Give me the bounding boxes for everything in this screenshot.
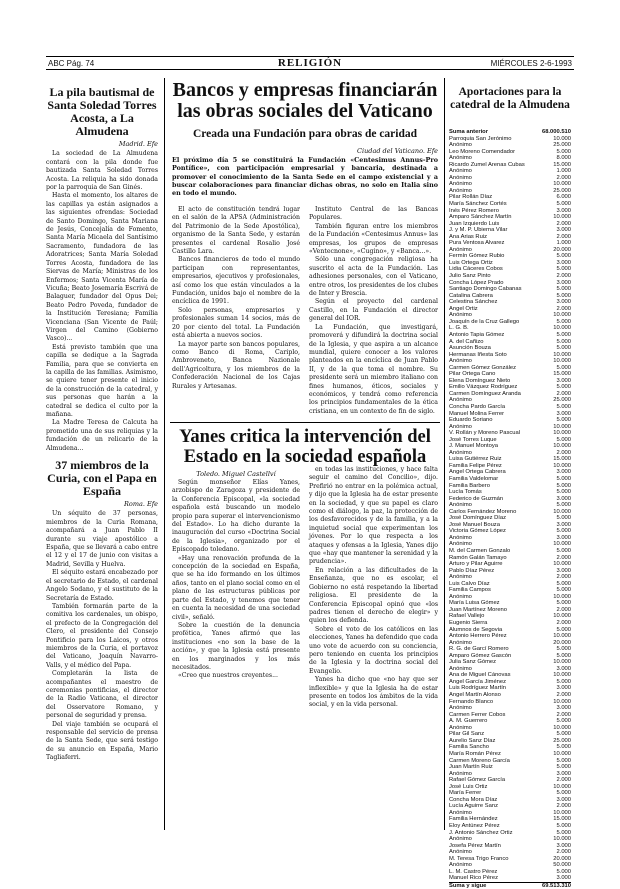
donation-amount: 2.000: [556, 554, 571, 561]
donor-name: J. Antonio Sánchez Ortiz: [449, 829, 513, 836]
article-column: [309, 466, 438, 832]
donor-name: Anónimo: [449, 174, 472, 181]
donor-name: Anónimo: [449, 181, 472, 188]
donation-amount: 3.000: [556, 567, 571, 574]
donor-name: Familia Sancho: [449, 744, 489, 751]
column-divider: [444, 78, 445, 830]
article-lead: El próximo día 5 se constituirá la Fundación «Centesimus Annus-Pro Pontífice», con participación empresarial y bancaria, destinada a promover el conocimiento de la Santa Sede en el campo existencial y a buscar colaboraciones para financiar dichas obras, no solo en Italia sino en todo el mundo.: [172, 156, 438, 198]
donor-name: Suma anterior: [449, 129, 488, 135]
donation-amount: 5.000: [556, 868, 571, 875]
donation-amount: 3.000: [556, 665, 571, 672]
donation-amount: 69.513.310: [541, 882, 571, 889]
donor-name: Anónimo: [449, 534, 472, 541]
donor-name: Anónimo: [449, 397, 472, 404]
donation-amount: 10.000: [553, 672, 571, 679]
donations-list: [449, 129, 571, 889]
donation-amount: 10.000: [553, 836, 571, 843]
donation-amount: 3.000: [556, 227, 571, 234]
paragraph: Hasta el momento, los altares de las capillas ya están asignados a las siguientes ofrendas: Sociedad de Santo Domingo, Santa Mariana de Jesús, Concejalía de Fomento, Santa María Micaela del Santísimo Sacramento, fundadora de las Adoratrices; Santa María Soledad Torres Acosta, fundadora de las Siervas de María; Ministras de los Enfermos; Santa Vicenta María de Vicuña; Beato Josemaría Escrivá de Balaguer, fundador del Opus Dei; Beato Pedro Poveda, fundador de la Institución Teresiana; Familia Vicenciana (San Vicente de Paúl; Virgen del Camino (Gobierno Vasco)...: [46, 192, 158, 343]
donation-amount: 5.000: [556, 338, 571, 345]
donor-name: Anónimo: [449, 358, 472, 365]
donor-name: L. G. B.: [449, 325, 469, 332]
donation-amount: 5.000: [556, 384, 571, 391]
donor-name: Julio Sanz Pinto: [449, 273, 491, 280]
donor-name: Fernando Blanco: [449, 698, 494, 705]
donation-amount: 5.000: [556, 587, 571, 594]
donation-amount: 8.000: [556, 155, 571, 162]
donor-name: Emilio Vázquez Rodríguez: [449, 384, 518, 391]
donation-amount: 3.000: [556, 377, 571, 384]
donation-amount: 68.000.510: [541, 129, 571, 135]
donation-amount: 5.000: [556, 580, 571, 587]
donation-amount: 5.000: [556, 482, 571, 489]
donation-amount: 5.000: [556, 403, 571, 410]
donation-amount: 10.000: [553, 561, 571, 568]
donation-amount: 5.000: [556, 678, 571, 685]
donor-name: José Domínguez Díaz: [449, 515, 507, 522]
donation-amount: 50.000: [553, 862, 571, 869]
donor-name: Julia Sanz Gómez: [449, 659, 497, 666]
donation-amount: 3.000: [556, 875, 571, 882]
donor-name: M. del Carmen Gonzalo: [449, 548, 511, 554]
donor-name: Anónimo: [449, 449, 472, 456]
donor-name: Rafael Gómez García: [449, 777, 506, 784]
article-byline: Toledo. Miguel Castellví: [196, 470, 276, 478]
article-byline: Ciudad del Vaticano. Efe: [357, 147, 438, 155]
donor-name: María Luisa Gómez: [449, 600, 500, 607]
donation-amount: 2.000: [556, 233, 571, 240]
donation-amount: 5.000: [556, 475, 571, 482]
paragraph: Según monseñor Elías Yanes, arzobispo de Zaragoza y presidente de la Conferencia Episcopal, «la sociedad española está buscando un modelo propio para superar el intervencionismo del Estado». Lo ha dicho durante la inauguración del curso «Doctrina Social de la Iglesia», organizado por el Episcopado toledano.: [172, 479, 300, 554]
donor-name: Eloy Antúnez Pérez: [449, 822, 500, 829]
donation-amount: 5.000: [556, 757, 571, 764]
paragraph: Bancos financieros de todo el mundo participan con representantes, empresarios, ejecutivos y profesionales, así como los que están vinculados a la Fundación, unidos bajo el nombre de la encíclica de 1991.: [172, 256, 300, 306]
donation-amount: 3.000: [556, 770, 571, 777]
paragraph: Instituto Central de las Bancas Populares.: [309, 206, 438, 222]
donation-amount: 3.000: [556, 495, 571, 502]
donation-amount: 20.000: [553, 639, 571, 646]
donor-name: L. M. Castro Pérez: [449, 868, 498, 875]
donor-name: Anónimo: [449, 639, 472, 646]
donor-name: Manuel Rico Pérez: [449, 875, 498, 882]
donor-name: J. y M. P. Ubierna Vilar: [449, 227, 508, 234]
donation-amount: 10.000: [553, 443, 571, 450]
donation-amount: 15.000: [553, 456, 571, 463]
donation-amount: 2.000: [556, 390, 571, 397]
donor-name: Ricardo Zumel Arenas Cubas: [449, 161, 525, 168]
donation-amount: 5.000: [556, 331, 571, 338]
donor-name: Leo Moreno Comendador: [449, 148, 516, 155]
donation-amount: 6.000: [556, 194, 571, 201]
paragraph: Del viaje también se ocupará el responsable del servicio de prensa de la Santa Sede, que será testigo de su anuncio en España, Mario Tagliaferri.: [46, 720, 158, 762]
donor-name: Familia Valdelomar: [449, 475, 499, 482]
donation-amount: 5.000: [556, 436, 571, 443]
donor-name: José Torres Luque: [449, 436, 497, 443]
donation-amount: 10.000: [553, 633, 571, 640]
donation-amount: 5.000: [556, 646, 571, 653]
paragraph: También figuran entre los miembros de la Fundación «Centesimus Annus» las empresas, los grupos de empresas «Ventecnone», «Cugino», y «Banca...».: [309, 222, 438, 256]
article-column: [172, 479, 300, 832]
donation-amount: 3.000: [556, 796, 571, 803]
donor-name: Amparo Gómez Gascón: [449, 652, 512, 659]
donation-amount: 10.000: [553, 508, 571, 515]
donation-amount: 10.000: [553, 135, 571, 142]
donor-name: Juan Martín Ruiz: [449, 764, 493, 771]
donation-amount: 10.000: [553, 613, 571, 620]
donor-name: Anónimo: [449, 593, 472, 600]
donor-name: Angel García Jiménez: [449, 678, 507, 685]
donation-amount: 5.000: [556, 600, 571, 607]
paragraph: Sobre el voto de los católicos en las elecciones, Yanes ha defendido que cada uno vote de acuerdo con su conciencia, pero teniendo en cuenta los principios de la Iglesia y la doctrina social del Evangelio.: [309, 625, 438, 675]
donor-name: Hermanas Iñesta Soto: [449, 351, 507, 358]
donation-amount: 3.000: [556, 299, 571, 306]
donation-amount: 5.000: [556, 718, 571, 725]
donation-amount: 2.000: [556, 220, 571, 227]
donation-amount: 2.000: [556, 273, 571, 280]
donation-amount: 5.000: [556, 790, 571, 797]
donor-name: Pilar Rollán Díaz: [449, 194, 493, 201]
donor-name: R. G. de Garcí Romero: [449, 646, 509, 653]
article-byline: Madrid. Efe: [118, 140, 158, 148]
donation-amount: 3.000: [556, 279, 571, 286]
donation-amount: 3.000: [556, 534, 571, 541]
donation-amount: 15.000: [553, 816, 571, 823]
donor-name: Pilar Ortega Cano: [449, 371, 496, 378]
article-title: La pila bautismal de Santa Soledad Torres Acosta, a La Almudena: [47, 85, 157, 138]
main-headline: Yanes critica la intervención del Estado en la sociedad española: [179, 427, 431, 467]
donor-name: Suma y sigue: [449, 882, 487, 889]
donor-name: Anónimo: [449, 246, 472, 253]
donation-amount: 2.000: [556, 574, 571, 581]
donor-name: Eugenio Sierra: [449, 620, 488, 627]
donation-amount: 5.000: [556, 292, 571, 299]
donor-name: Familia Hernández: [449, 816, 498, 823]
section-title: RELIGIÓN: [277, 57, 343, 69]
donation-amount: 10.000: [553, 214, 571, 221]
donations-title: Aportaciones para la catedral de la Almudena: [450, 86, 570, 111]
donation-amount: 15.000: [553, 371, 571, 378]
donation-amount: 10.000: [553, 783, 571, 790]
donation-amount: 5.000: [556, 201, 571, 208]
donation-amount: 5.000: [556, 652, 571, 659]
donor-name: Arturo y Pilar Aguirre: [449, 561, 503, 568]
donor-name: Ramón Galán Tamayo: [449, 554, 507, 561]
donation-amount: 10.000: [553, 325, 571, 332]
donor-name: Anónimo: [449, 168, 472, 175]
donation-amount: 5.000: [556, 548, 571, 554]
donation-amount: 5.000: [556, 286, 571, 293]
paragraph: También formarán parte de la comitiva los cardenales, un obispo, el prefecto de la Congregación del Clero, el presidente del Consejo Pontificio para los Laicos, y otros miembros de la Curia, el portavoz del Vaticano, Joaquín Navarro-Valls, y el médico del Papa.: [46, 602, 158, 669]
donation-amount: 5.000: [556, 515, 571, 522]
donor-name: Antonio Herrero Pérez: [449, 633, 507, 640]
paragraph: La Madre Teresa de Calcuta ha prometido una de sus reliquias y la fundación de un relicario de la Almudena...: [46, 419, 158, 452]
donor-name: Joaquín de la Cruz Gallego: [449, 318, 520, 325]
donor-name: M. Teresa Trigo Franco: [449, 855, 509, 862]
donation-amount: 2.000: [556, 305, 571, 312]
donation-amount: 5.000: [556, 253, 571, 260]
donation-amount: 5.000: [556, 731, 571, 738]
donor-name: Asunción Bouza: [449, 345, 491, 352]
donor-name: Fermín Gómez Rubio: [449, 253, 505, 260]
donation-amount: 10.000: [553, 430, 571, 437]
donor-name: Carlos Fernández Moreno: [449, 508, 517, 515]
paragraph: La mayor parte son bancos populares, como Banco di Roma, Cariplo, Ambroveneto, Banca Nazionale dell'Agricoltura, y los miembros de la Confederación Nacional de los Cajas Rurales y Artesanas.: [172, 340, 300, 390]
donation-amount: 5.000: [556, 528, 571, 535]
page-header: [46, 56, 574, 70]
donation-amount: 20.000: [553, 855, 571, 862]
donation-amount: 15.000: [553, 161, 571, 168]
donor-name: Anónimo: [449, 423, 472, 430]
donation-amount: 2.000: [556, 174, 571, 181]
donor-name: A. M. Guerrero: [449, 718, 488, 725]
donor-name: Lidia Cáceres Cobos: [449, 266, 503, 273]
donor-name: Catalina Cabrera: [449, 292, 493, 299]
donor-name: María Román Pérez: [449, 750, 501, 757]
donor-name: Juan Izquierdo Luis: [449, 220, 500, 227]
donation-amount: 2.000: [556, 803, 571, 810]
donor-name: Lucía Tomás: [449, 489, 482, 496]
issue-date: MIÉRCOLES 2-6-1993: [490, 59, 572, 68]
donation-amount: 5.000: [556, 626, 571, 633]
paragraph: en todas las instituciones, y hace falta seguir el camino del Concilio», dijo. Prefirió no entrar en la polémica actual, y dijo que la Iglesia ha de estar presente en la sociedad, y que su papel es claro como el diálogo, la paz, la protección de los desfavorecidos y de la familia, y a la inquietud social que experimentan los jóvenes. Por lo que respecta a los ataques y ofensas a la Iglesia, Yanes dijo que «hay que mantener la serenidad y la prudencia».: [309, 466, 438, 566]
left-column: [46, 86, 158, 832]
paragraph: Sobre la cuestión de la denuncia profética, Yanes afirmó que las instituciones «no son la base de la acción», y que la Iglesia está presente en los marginados y los más necesitados.: [172, 621, 300, 671]
main-headline: Bancos y empresas financiarán las obras sociales del Vaticano: [172, 79, 438, 122]
page-number: ABC Pág. 74: [48, 59, 95, 68]
donation-amount: 2.000: [556, 692, 571, 699]
paragraph: La sociedad de La Almudena contará con la pila donde fue bautizada Santa Soledad Torres Acosta. La reliquia ha sido donada por la parroquia de San Ginés.: [46, 150, 158, 192]
donation-amount: 2.000: [556, 606, 571, 613]
donation-amount: 10.000: [553, 659, 571, 666]
donor-name: José Luis Ortiz: [449, 783, 488, 790]
paragraph: «Creo que nuestros creyentes...: [178, 672, 278, 680]
donation-amount: 5.000: [556, 822, 571, 829]
donor-name: María Sánchez Cortés: [449, 201, 507, 208]
donation-amount: 2.000: [556, 711, 571, 718]
paragraph: «Hay una renovación profunda de la concepción de la sociedad en España, que se ha ido formando en los últimos años, tanto en el plano social como en el plano de las estructuras públicas por parte del Estado, y tenemos que tener en cuenta la necesidad de una sociedad civil», señaló.: [172, 554, 300, 621]
donor-name: Anónimo: [449, 502, 472, 509]
donor-name: Anónimo: [449, 155, 472, 162]
paragraph: Un séquito de 37 personas, miembros de la Curia Romana, acompañará a Juan Pablo II durante su viaje apostólico a España, que se llevará a cabo entre el 12 y el 17 de junio con visitas a Madrid, Sevilla y Huelva.: [46, 510, 158, 568]
donation-amount: 5.000: [556, 502, 571, 509]
donation-amount: 5.000: [556, 489, 571, 496]
donation-amount: 2.000: [556, 849, 571, 856]
donation-amount: 3.000: [556, 842, 571, 849]
paragraph: El séquito estará encabezado por el secretario de Estado, el cardenal Angelo Sodano, y el sustituto de la Secretaría de Estado.: [46, 569, 158, 602]
donation-amount: 10.000: [553, 593, 571, 600]
article-column: [172, 206, 300, 418]
paragraph: Completarán la lista de acompañantes el maestro de ceremonias pontificias, el director de la Radio Vaticana, el director del Osservatore Romano, y personal de seguridad y prensa.: [46, 670, 158, 720]
donation-amount: 5.000: [556, 345, 571, 352]
donor-name: Elena Domínguez Nieto: [449, 377, 511, 384]
donor-name: Anónimo: [449, 541, 472, 548]
donor-name: Familia Felipe Pérez: [449, 462, 502, 469]
donor-name: J. Manuel Montoya: [449, 443, 498, 450]
donation-amount: 10.000: [553, 358, 571, 365]
donation-amount: 3.000: [556, 469, 571, 476]
donor-name: Antonio Tapia Gómez: [449, 331, 505, 338]
donation-amount: 1.000: [556, 168, 571, 175]
article-body: [46, 150, 158, 453]
donor-name: Josefa Pérez Martín: [449, 842, 501, 849]
donor-name: María Ferrer: [449, 790, 482, 797]
paragraph: Yanes ha dicho que «no hay que ser inflexible» y que la Iglesia ha de estar presente en todos los ámbitos de la vida social, y en la vida personal.: [309, 676, 438, 709]
donor-name: Rafael Vallejo: [449, 613, 485, 620]
donation-amount: 3.000: [556, 705, 571, 712]
article-divider: [170, 422, 440, 423]
donor-name: A. del Cañizo: [449, 338, 484, 345]
paragraph: La Fundación, que investigará, promoverá y difundirá la doctrina social de la Iglesia, y que aspira a un alcance mundial, quiere conocer a los valores planteados en la encíclica de Juan Pablo II, y de la que toma el nombre. Su presidente será un miembro italiano con fines humanos, éticos, sociales y económicos, y tendrá como referencia los principios fundamentales de la ética cristiana, en un contexto de fin de siglo.: [309, 323, 438, 415]
donation-amount: 5.000: [556, 266, 571, 273]
donor-name: Carmen Moreno García: [449, 757, 510, 764]
donor-name: Carmen Gómez González: [449, 364, 517, 371]
donation-amount: 1.000: [556, 240, 571, 247]
donation-amount: 3.000: [556, 685, 571, 692]
donor-name: Juan Martínez Moreno: [449, 606, 507, 613]
donation-amount: 2.000: [556, 620, 571, 627]
donor-name: Concha Pardo García: [449, 403, 506, 410]
article-body: [46, 510, 158, 762]
donor-name: V. Rollán y Moreno Pascual: [449, 430, 520, 437]
donor-name: Celestina Sánchez: [449, 299, 498, 306]
article-column: [309, 206, 438, 418]
donation-amount: 25.000: [553, 187, 571, 194]
donor-name: Inés Pérez Romero: [449, 207, 499, 214]
donor-name: Anónimo: [449, 705, 472, 712]
donor-name: Alumnos de Segovia: [449, 626, 503, 633]
donation-amount: 5.000: [556, 364, 571, 371]
donation-amount: 5.000: [556, 417, 571, 424]
donor-name: Angel Martín Alonso: [449, 692, 501, 699]
donation-amount: 3.000: [556, 410, 571, 417]
donor-name: Anónimo: [449, 849, 472, 856]
donor-name: Anónimo: [449, 836, 472, 843]
donor-name: Angel Ortega Cabrera: [449, 469, 506, 476]
donor-name: José Manuel Bouza: [449, 521, 500, 528]
donation-amount: 2.000: [556, 777, 571, 784]
donation-amount: 2.000: [556, 449, 571, 456]
article-title: 37 miembros de la Curia, con el Papa en España: [47, 458, 157, 499]
donor-name: Carmen Domínguez Aranda: [449, 390, 521, 397]
paragraph: Sólo una congregación religiosa ha suscrito el acta de la Fundación. Las adhesiones personales, con el Vaticano, entre otros, los presidentes de los clubes de Inter y Brescia.: [309, 256, 438, 298]
donation-amount: 3.000: [556, 259, 571, 266]
donation-amount: 5.000: [556, 829, 571, 836]
paragraph: Según el proyecto del cardenal Castillo, en la Fundación el director general del IOR.: [309, 298, 438, 323]
donor-name: Victoria Gómez López: [449, 528, 506, 535]
donor-name: Pura Ventosa Alvarez: [449, 240, 505, 247]
donor-name: Santiago Domingo Cabanas: [449, 286, 522, 293]
donor-name: Anónimo: [449, 574, 472, 581]
donor-name: Federico de Guzmán: [449, 495, 504, 502]
donor-name: Anónimo: [449, 665, 472, 672]
article-byline: Roma. Efe: [124, 500, 158, 509]
donor-name: Luis Ortega Ortiz: [449, 259, 493, 266]
donor-name: Aurelio Sanz Díaz: [449, 737, 496, 744]
donation-amount: 10.000: [553, 423, 571, 430]
donation-amount: 5.000: [556, 764, 571, 771]
donation-amount: 10.000: [553, 809, 571, 816]
donation-amount: 10.000: [553, 541, 571, 548]
donation-amount: 3.000: [556, 521, 571, 528]
donation-amount: 25.000: [553, 142, 571, 149]
donor-name: Luisa Gutiérrez Ruiz: [449, 456, 502, 463]
donor-name: Concha López Prado: [449, 279, 504, 286]
donation-amount: 10.000: [553, 462, 571, 469]
donor-name: Carmen Ferrer Cobos: [449, 711, 506, 718]
donor-name: Luis Calvo Díaz: [449, 580, 490, 587]
donor-name: Anónimo: [449, 187, 472, 194]
donor-name: Familia Barbero: [449, 482, 490, 489]
donor-name: Ana Arias Ruiz: [449, 233, 488, 240]
donation-amount: 3.000: [556, 207, 571, 214]
donation-amount: 10.000: [553, 351, 571, 358]
donation-amount: 10.000: [553, 312, 571, 319]
donor-name: Anónimo: [449, 862, 472, 869]
paragraph: El acto de constitución tendrá lugar en el salón de la APSA (Administración del Patrimonio de la Sede Apostólica), organismo de la Santa Sede, y estarán presentes el cardenal Rosalio José Castillo Lara.: [172, 206, 300, 256]
donor-name: Familia Campos: [449, 587, 491, 594]
donation-amount: 25.000: [553, 737, 571, 744]
donation-amount: 25.000: [553, 397, 571, 404]
donation-amount: 10.000: [553, 724, 571, 731]
donation-amount: 10.000: [553, 750, 571, 757]
donor-name: Pablo Díaz Pérez: [449, 567, 495, 574]
donor-name: Concha Mora Díaz: [449, 796, 498, 803]
article-subtitle: Creada una Fundación para obras de caridad: [192, 128, 418, 140]
donor-name: Eduardo Soriano: [449, 417, 493, 424]
donation-amount: 10.000: [553, 181, 571, 188]
donor-name: Parroquia San Jerónimo: [449, 135, 512, 142]
donation-amount: 20.000: [553, 246, 571, 253]
donor-name: Amparo Sánchez Martín: [449, 214, 512, 221]
donor-name: Ana de Miguel Cánovas: [449, 672, 511, 679]
donor-name: Anónimo: [449, 312, 472, 319]
donor-name: Anónimo: [449, 142, 472, 149]
paragraph: Está previsto también que una capilla se dedique a la Sagrada Familia, para que se convierta en la capilla de las familias. Asimismo, se quiere tener presente el inicio de la construcción de la catedral, y sus personas que harán a la catedral se dedica el culto por la mañana.: [46, 343, 158, 418]
donation-amount: 5.000: [556, 148, 571, 155]
paragraph: Solo personas, empresarios y profesionales suman 14 socios, más de 20 por ciento del total. La Fundación está abierta a nuevos socios.: [172, 306, 300, 340]
donation-amount: 10.000: [553, 698, 571, 705]
donor-name: Anónimo: [449, 724, 472, 731]
donation-amount: 5.000: [556, 744, 571, 751]
donor-name: Lucía Aguirre Sanz: [449, 803, 498, 810]
donor-name: Anónimo: [449, 809, 472, 816]
paragraph: En relación a las dificultades de la Enseñanza, que no es escolar, el Gobierno no está respetando la libertad religiosa. El presidente de la Conferencia Episcopal opinó que «los padres tienen el derecho de elegir» y quien los defienda.: [309, 566, 438, 625]
donation-amount: 5.000: [556, 318, 571, 325]
donor-name: Anónimo: [449, 770, 472, 777]
donor-name: Angel Ortiz: [449, 305, 478, 312]
donor-name: Pilar Gil Sanz: [449, 731, 485, 738]
donor-name: Manuel Molina Ferrer: [449, 410, 505, 417]
column-divider: [164, 78, 165, 830]
donor-name: Luis Rodríguez Martín: [449, 685, 507, 692]
donation-row: [449, 882, 571, 889]
